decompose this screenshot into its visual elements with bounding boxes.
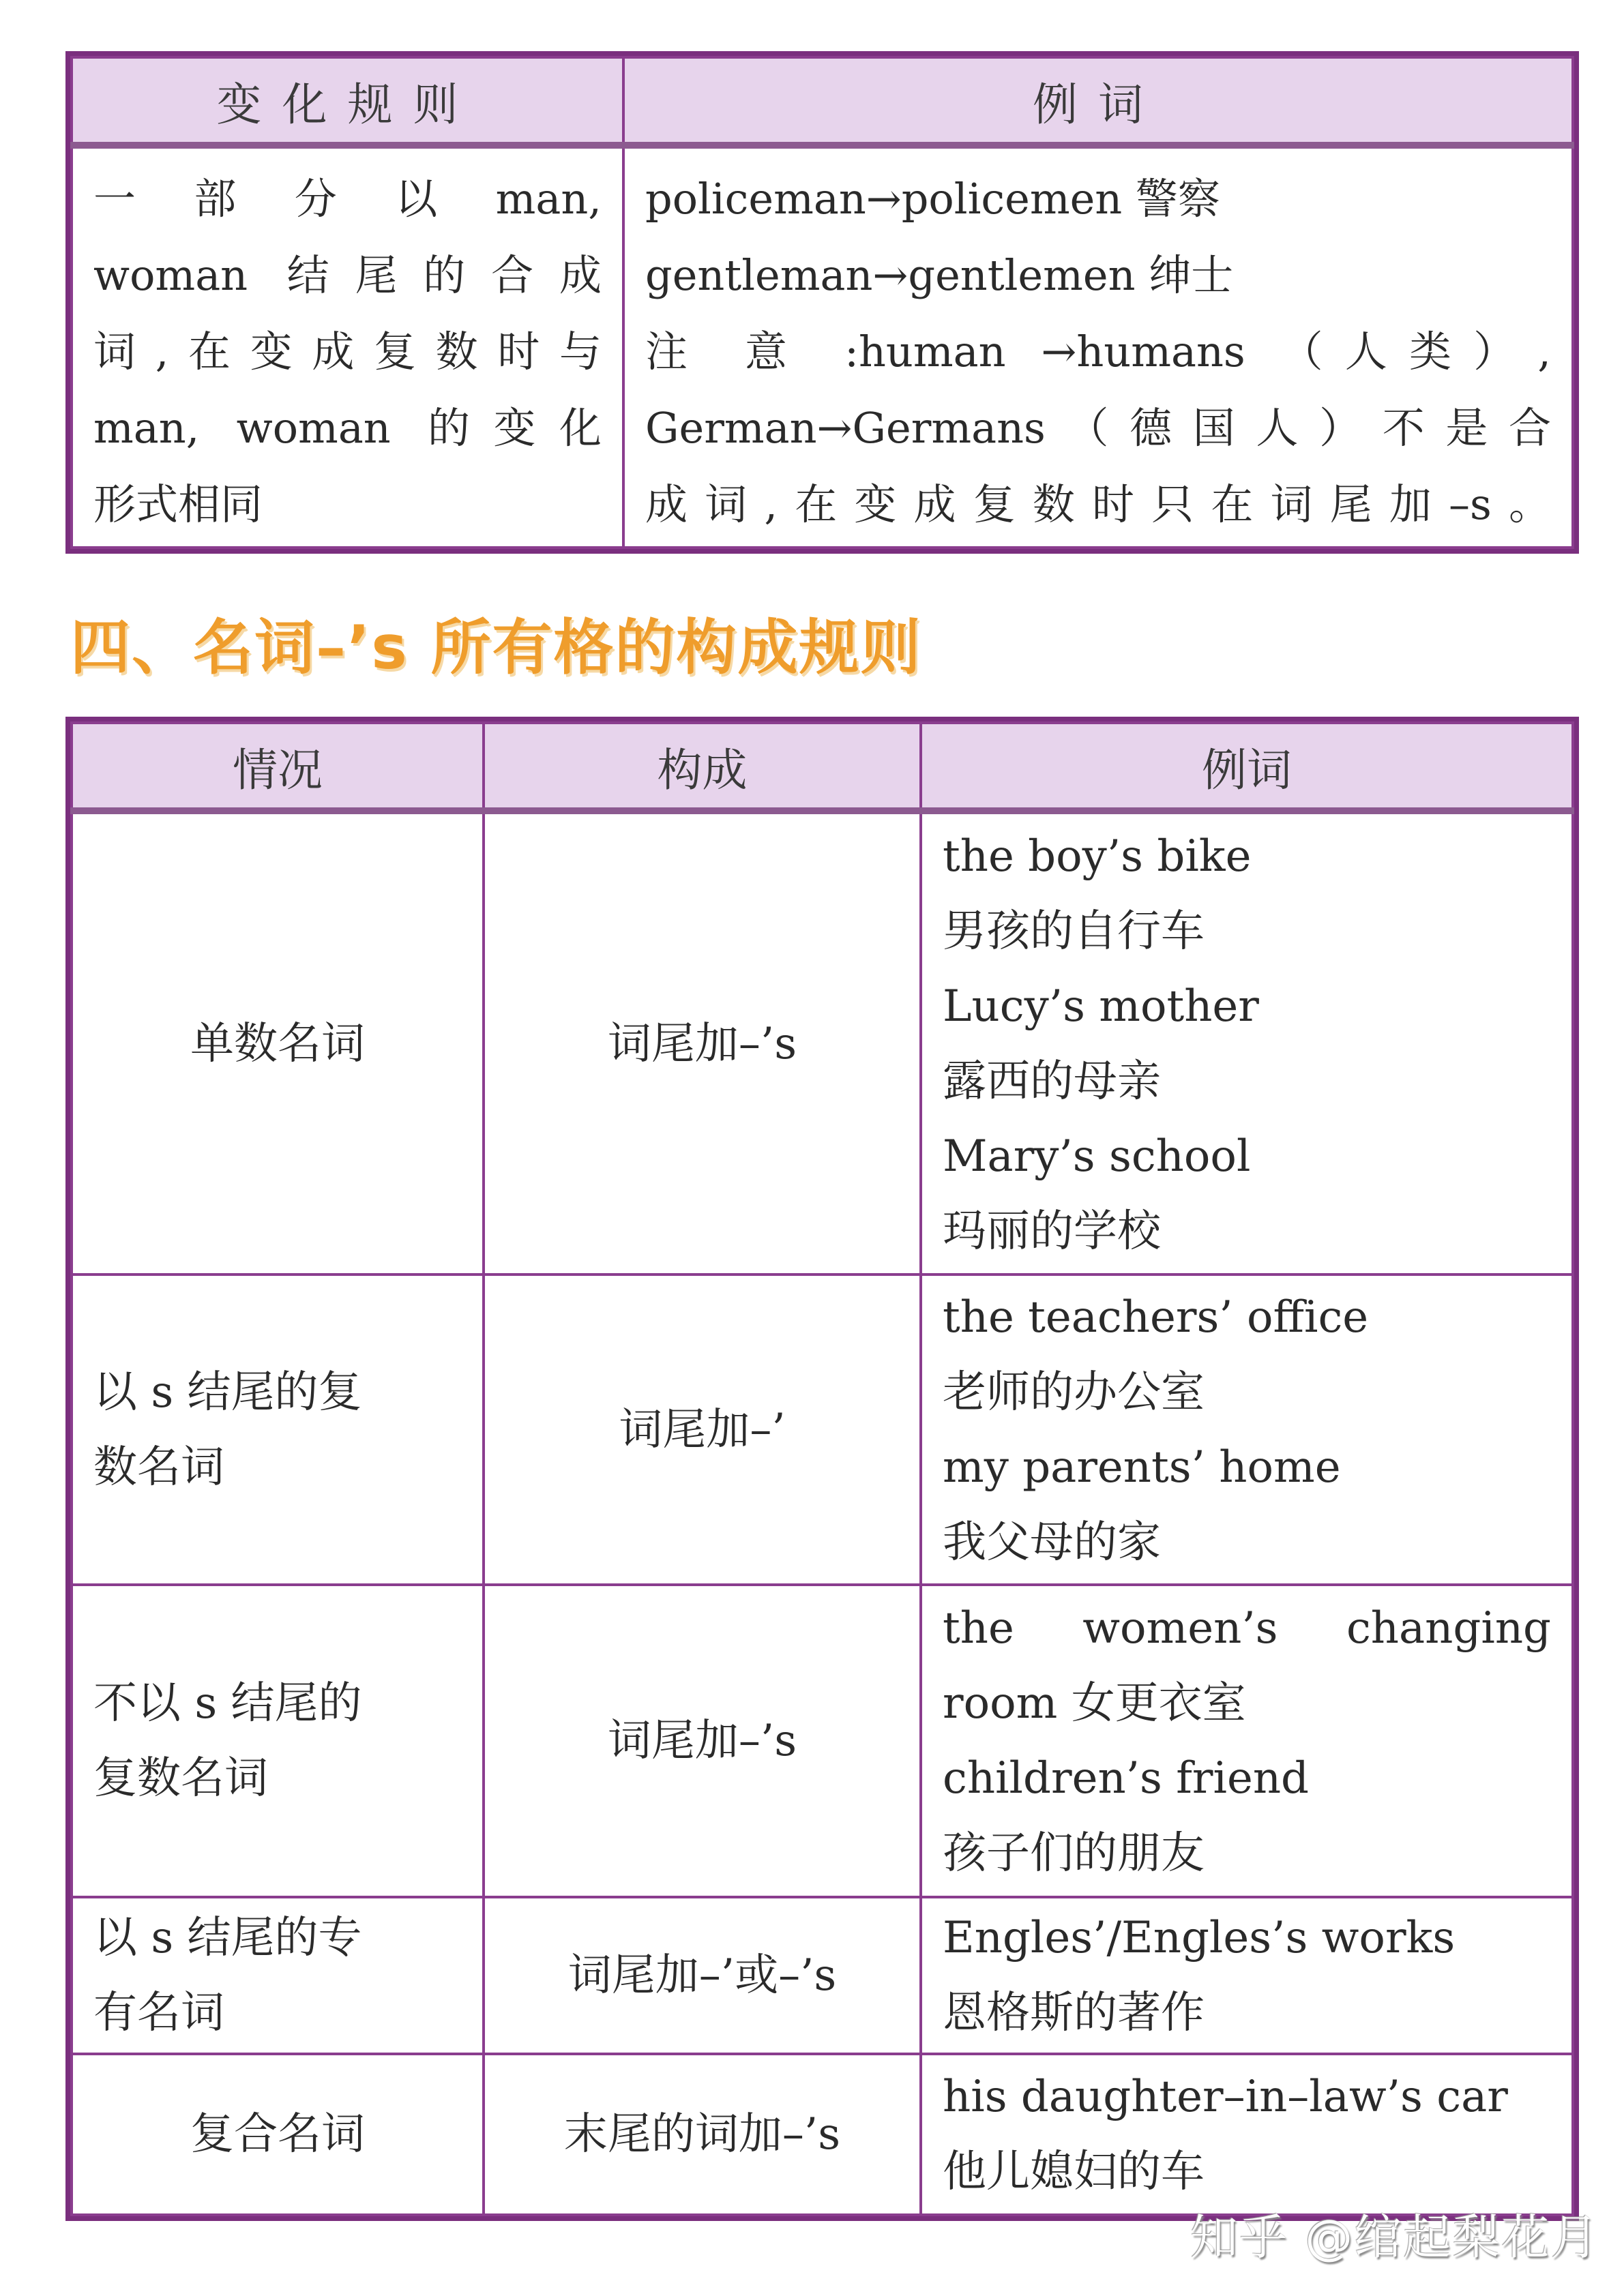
table-header-row [72, 57, 1573, 145]
examples-cell [921, 811, 1573, 1274]
example-line: 成词,在变成复数时只在词尾加–s。 [645, 479, 1551, 529]
table-row [72, 1585, 1573, 1897]
example-line: 露西的母亲 [943, 1056, 1161, 1107]
rule-line: woman 结尾的合成 [93, 250, 602, 300]
table-row [72, 1897, 1573, 2054]
formation-cell: 词尾加–’s [484, 811, 921, 1274]
case-line: 数名词 [93, 1442, 224, 1493]
example-line: room 女更衣室 [943, 1678, 1246, 1729]
example-line: children’s friend [943, 1753, 1309, 1804]
case-line: 不以 s 结尾的 [93, 1678, 362, 1729]
case-line: 以 s 结尾的复 [93, 1367, 362, 1418]
example-line: German→Germans（德国人）不是合 [645, 403, 1551, 453]
examples-cell [623, 145, 1573, 548]
rule-line: man, woman 的变化 [93, 403, 602, 453]
example-line: 男孩的自行车 [943, 906, 1205, 957]
rule-line: 形式相同 [93, 479, 263, 529]
example-line: 孩子们的朋友 [943, 1828, 1205, 1879]
example-line: the boy’s bike [943, 831, 1252, 882]
header-formation: 构成 [484, 723, 921, 811]
examples-cell [921, 1585, 1573, 1897]
case-line: 以 s 结尾的专 [93, 1913, 362, 1963]
examples-cell [921, 1274, 1573, 1585]
examples-cell [921, 2054, 1573, 2215]
watermark: 知乎 @绾起梨花月 [1190, 2209, 1600, 2265]
example-line: gentleman→gentlemen 绅士 [645, 250, 1234, 300]
header-examples: 例词 [623, 57, 1573, 145]
case-line: 复数名词 [93, 1753, 268, 1804]
case-cell [72, 2054, 484, 2215]
formation-cell: 末尾的词加–’s [484, 2054, 921, 2215]
example-line: 他儿媳妇的车 [943, 2147, 1205, 2197]
examples-cell [921, 1897, 1573, 2054]
example-line: Lucy’s mother [943, 981, 1259, 1032]
case-cell [72, 1585, 484, 1897]
rule-line: 词,在变成复数时与 [93, 327, 602, 376]
table-header-row [72, 723, 1573, 811]
example-line: the teachers’ office [943, 1292, 1369, 1343]
example-line: the women’s changing [943, 1603, 1551, 1654]
header-case: 情况 [72, 723, 484, 811]
plural-rules-table [70, 56, 1574, 549]
formation-cell: 词尾加–’或–’s [484, 1897, 921, 2054]
example-line: 老师的办公室 [943, 1367, 1205, 1418]
example-line: policeman→policemen 警察 [645, 174, 1220, 224]
example-line: 恩格斯的著作 [943, 1988, 1205, 2038]
section-heading: 四、名词–’s 所有格的构成规则 [70, 612, 922, 683]
formation-cell: 词尾加–’ [484, 1274, 921, 1585]
table-row [72, 811, 1573, 1274]
example-line: Mary’s school [943, 1131, 1251, 1182]
case-line: 有名词 [93, 1988, 224, 2038]
possessive-rules-table [70, 721, 1574, 2216]
rule-line: 一 部 分 以 man, [93, 174, 602, 224]
case-cell [72, 811, 484, 1274]
example-line: Engles’/Engles’s works [943, 1913, 1456, 1963]
header-rule: 变化规则 [72, 57, 623, 145]
case-line: 单数名词 [190, 1018, 365, 1069]
case-cell [72, 1897, 484, 2054]
example-line: 注 意 :human →humans （人类）, [645, 327, 1551, 376]
example-line: 玛丽的学校 [943, 1206, 1161, 1257]
example-line: 我父母的家 [943, 1517, 1161, 1568]
case-cell [72, 1274, 484, 1585]
table-row [72, 2054, 1573, 2215]
rule-cell [72, 145, 623, 548]
header-examples: 例词 [921, 723, 1573, 811]
formation-cell: 词尾加–’s [484, 1585, 921, 1897]
case-line: 复合名词 [190, 2109, 365, 2160]
table-row [72, 1274, 1573, 1585]
table-row [72, 145, 1573, 548]
example-line: my parents’ home [943, 1442, 1341, 1493]
example-line: his daughter–in–law’s car [943, 2072, 1508, 2122]
